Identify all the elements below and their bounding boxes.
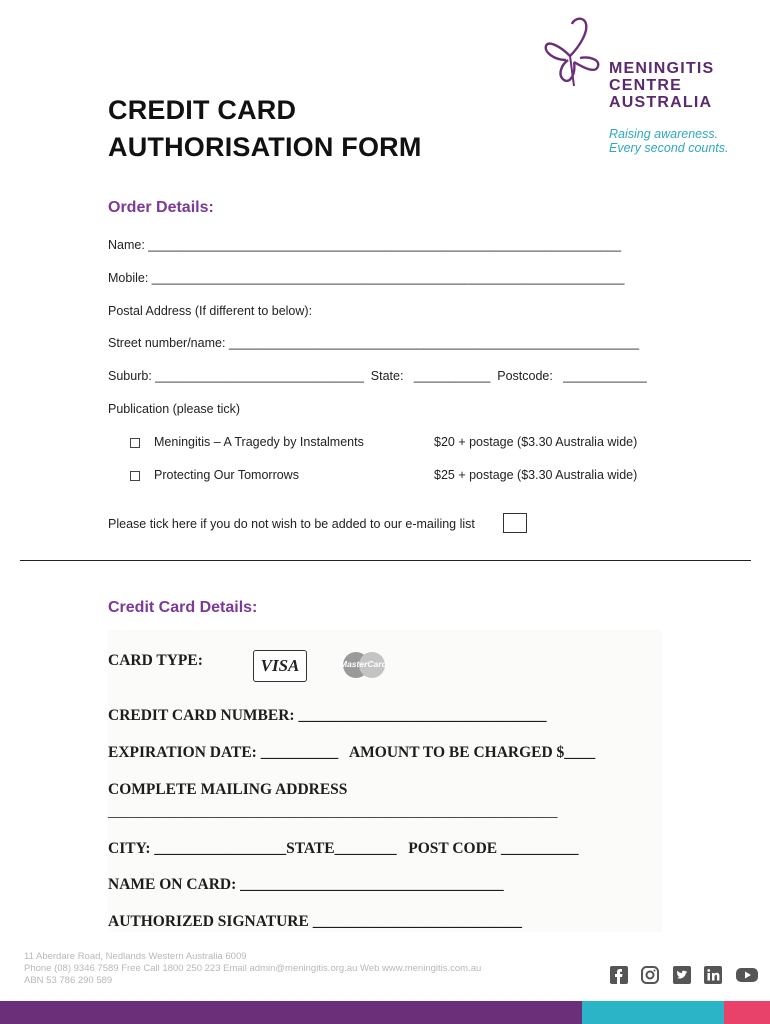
publication-item-1[interactable] <box>130 435 364 449</box>
linkedin-icon[interactable] <box>703 965 723 985</box>
visa-logo[interactable] <box>253 650 307 682</box>
credit-card-form-scan <box>108 630 662 932</box>
bar-pink <box>724 1001 770 1024</box>
twitter-icon[interactable] <box>672 965 692 985</box>
expiry-amount-field[interactable]: EXPIRATION DATE: __________ AMOUNT TO BE CHARGED $____ <box>108 744 596 761</box>
logo-line-1: MENINGITIS <box>609 60 715 77</box>
publication-name-1: Meningitis – A Tragedy by Instalments <box>154 435 364 449</box>
street-field[interactable]: Street number/name: ___________________________________________________________ <box>108 336 640 350</box>
publication-item-2[interactable] <box>130 468 299 482</box>
card-number-field[interactable]: CREDIT CARD NUMBER: ________________________________ <box>108 707 547 724</box>
credit-card-heading: Credit Card Details: <box>108 599 258 616</box>
publication-price-2: $25 + postage ($3.30 Australia wide) <box>434 468 638 482</box>
footer-contact <box>24 951 481 987</box>
publication-name-2: Protecting Our Tomorrows <box>154 468 299 482</box>
mailing-address-label: COMPLETE MAILING ADDRESS <box>108 781 348 798</box>
name-field[interactable]: Name: ____________________________________________________________________ <box>108 238 622 252</box>
tagline-line-1: Raising awareness. <box>609 127 719 141</box>
footer-address: 11 Aberdare Road, Nedlands Western Australia 6009 <box>24 951 247 962</box>
mailing-list-label: Please tick here if you do not wish to be added to our e-mailing list <box>108 517 475 531</box>
facebook-icon[interactable] <box>609 965 629 985</box>
footer-phone-email: Phone (08) 9346 7589 Free Call 1800 250 223 Email admin@meningitis.org.au Web www.meningitis.com.au <box>24 963 482 974</box>
footer-abn: ABN 53 786 290 589 <box>24 975 113 986</box>
logo-tagline <box>609 128 729 155</box>
logo-line-3: AUSTRALIA <box>609 94 713 111</box>
order-details-heading: Order Details: <box>108 199 214 216</box>
name-on-card-field[interactable]: NAME ON CARD: __________________________________ <box>108 876 504 893</box>
signature-field[interactable]: AUTHORIZED SIGNATURE ___________________________ <box>108 913 522 930</box>
suburb-state-postcode-field[interactable]: Suburb: ______________________________ State: ___________ Postcode: ____________ <box>108 369 647 383</box>
social-links <box>609 965 766 987</box>
mailing-list-checkbox[interactable] <box>503 513 527 533</box>
instagram-icon[interactable] <box>640 965 660 985</box>
visa-label: VISA <box>260 656 300 675</box>
publication-label: Publication (please tick) <box>108 402 241 416</box>
organisation-logo <box>540 16 750 166</box>
mastercard-label: MasterCard <box>340 659 387 669</box>
card-type-label: CARD TYPE: <box>108 652 203 669</box>
title-line-1: CREDIT CARD <box>108 95 297 125</box>
bar-teal <box>582 1001 724 1024</box>
youtube-icon[interactable] <box>735 965 759 985</box>
mailing-address-field[interactable]: __________________________________________________________ <box>108 803 558 820</box>
page-title <box>108 92 422 166</box>
section-divider <box>20 560 751 561</box>
publication-checkbox-2[interactable] <box>130 471 140 481</box>
publication-checkbox-1[interactable] <box>130 438 140 448</box>
city-state-postcode-field[interactable]: CITY: _________________STATE________ POST CODE __________ <box>108 840 579 857</box>
bar-purple <box>0 1001 582 1024</box>
tagline-line-2: Every second counts. <box>609 140 729 155</box>
butterfly-logo-icon <box>540 16 602 88</box>
publication-price-1: $20 + postage ($3.30 Australia wide) <box>434 435 638 449</box>
footer-colour-bar <box>0 1001 770 1024</box>
mastercard-logo[interactable] <box>338 650 390 680</box>
title-line-2: AUTHORISATION FORM <box>108 132 422 162</box>
mobile-field[interactable]: Mobile: ____________________________________________________________________ <box>108 271 625 285</box>
logo-wordmark <box>609 60 714 111</box>
postal-address-label: Postal Address (If different to below): <box>108 304 313 318</box>
logo-line-2: CENTRE <box>609 77 682 94</box>
